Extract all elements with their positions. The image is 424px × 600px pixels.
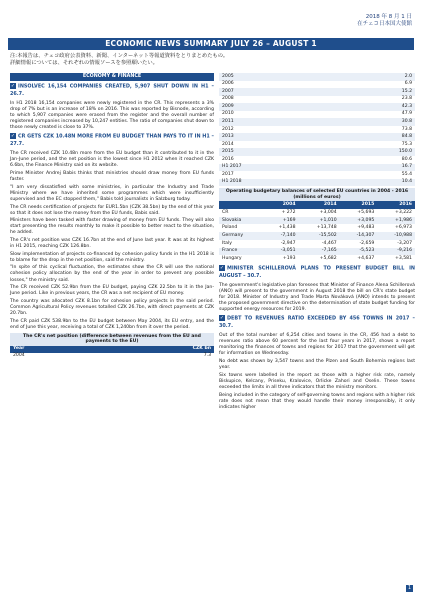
- table-header-cell: Year: [10, 346, 96, 353]
- subheading-text: DEBT TO REVENUES RATIO EXCEEDED BY 456 TOWNS IN 2017 – 30.7.: [219, 315, 415, 329]
- table-cell: +3,095: [340, 217, 378, 225]
- checkbox-icon: ✓: [10, 133, 16, 140]
- table-cell: +169: [262, 217, 299, 225]
- table-cell: -14,307: [340, 232, 378, 240]
- table-row: [219, 209, 415, 217]
- table-row: [219, 224, 415, 232]
- right-column: [219, 73, 415, 412]
- table-cell: 2015: [219, 148, 331, 156]
- table-header-cell: CZK bn: [96, 346, 214, 353]
- table-cell: Poland: [219, 224, 262, 232]
- table-cell: -5,523: [340, 248, 378, 256]
- table-header-cell: 2004: [262, 201, 299, 209]
- table-cell: +3,222: [377, 209, 415, 217]
- table-cell: 7.3: [96, 353, 214, 360]
- paragraph: The government's legislative plan foresees that Minister of Finance Alena Schillerová (ANO) will present to the government in August 2018 the bill on CR's state budget for 2018. Minister of Industry and Trade Marta Nováková (ANO) intends to present the proposed government directive on the determination of state budget funding for supported energy resources for 2019.: [219, 282, 415, 313]
- table-cell: 2007: [219, 88, 331, 96]
- table-cell: 2013: [219, 133, 331, 141]
- table-row: [219, 88, 415, 96]
- table-cell: +5,693: [340, 209, 378, 217]
- table-header-cell: 2014: [299, 201, 340, 209]
- banner-title: ECONOMIC NEWS SUMMARY JULY 26 – AUGUST 1: [8, 38, 414, 50]
- paragraph: Out of the total number of 6,254 cities and towns in the CR, 456 had a debt to revenues ratio above 60 percent for the last four years in 2017, shows a report monitoring the finances of towns and regions for 2017 that the government will get for information on Wednesday.: [219, 333, 415, 357]
- table-cell: -7,165: [299, 248, 340, 256]
- paragraph: Slow implementation of projects co-financed by cohesion policy funds in the H1 2018 is to blame for the drop in the net position, said the ministry.: [10, 251, 214, 263]
- table-cell: -3,051: [262, 248, 299, 256]
- table-cell: 73.8: [331, 126, 415, 134]
- table-cell: 30.8: [331, 118, 415, 126]
- section-title: ECONOMY & FINANCE: [10, 73, 214, 81]
- table-cell: 150.0: [331, 148, 415, 156]
- table-row: [219, 118, 415, 126]
- paragraph: Six towns were labelled in the report as those with a higher risk rate, namely Biskupice, Kelcany, Priseku, Kralovice, Orlicke Zahori and Oselin. These towns exceeded the limits in all three indicators that the ministry monitors.: [219, 372, 415, 390]
- table-cell: +193: [262, 255, 299, 263]
- table-row: [219, 255, 415, 263]
- table-row: [219, 179, 415, 187]
- table-cell: Hungary: [219, 255, 262, 263]
- table-header-cell: [219, 201, 262, 209]
- table-cell: + 272: [262, 209, 299, 217]
- table-cell: -15,502: [299, 232, 340, 240]
- table-cell: 2004: [10, 353, 96, 360]
- table-cell: 16.7: [331, 164, 415, 172]
- paragraph: Ministers have been tasked with faster drawing of money from EU funds. They will also start presenting the results monthly to make it possible to better react to the situation, he added.: [10, 218, 214, 236]
- subheading-text: INSOLVEC 16,154 COMPANIES CREATED, 5,907 SHUT DOWN IN H1 – 26.7.: [10, 83, 214, 97]
- table-cell: +1,986: [377, 217, 415, 225]
- table-cell: 80.6: [331, 156, 415, 164]
- table-cell: 2014: [219, 141, 331, 149]
- table-cell: 2010: [219, 111, 331, 119]
- table-cell: +3,004: [299, 209, 340, 217]
- table-row: [219, 248, 415, 256]
- table-cell: +6,973: [377, 224, 415, 232]
- table-header-cell: 2016: [377, 201, 415, 209]
- table-cell: +1,010: [299, 217, 340, 225]
- table-row: [219, 96, 415, 104]
- table-cell: -7,140: [262, 232, 299, 240]
- table-cell: 10.4: [331, 179, 415, 187]
- table-row: [219, 217, 415, 225]
- table-row: [219, 73, 415, 81]
- table-cell: 2016: [219, 156, 331, 164]
- subheading-budget-bill: [219, 265, 415, 280]
- header-date-block: [357, 14, 412, 28]
- net-position-table: [10, 346, 214, 359]
- net-position-table-title: The CR's net position (difference between revenues from the EU and payments to the EU): [10, 333, 214, 346]
- table-cell: -3,207: [377, 240, 415, 248]
- table-cell: 2012: [219, 126, 331, 134]
- table-row: [219, 232, 415, 240]
- table-cell: 75.3: [331, 141, 415, 149]
- table-row: [219, 164, 415, 172]
- table-cell: 84.8: [331, 133, 415, 141]
- table-header-cell: 2015: [340, 201, 378, 209]
- table-cell: -10,988: [377, 232, 415, 240]
- paragraph: "In spite of this cyclical fluctuation, the estimates show the CR will use the national cohesion policy allocation by the end of the year in order to prevent any possible losses," the ministry said.: [10, 265, 214, 283]
- table-cell: 47.9: [331, 111, 415, 119]
- paragraph: Being included in the category of self-governing towns and regions with a higher risk rate does not mean that they would handle their money irresponsibly, it only indicates higher: [219, 392, 415, 410]
- paragraph: The country was allocated CZK 8.1bn for cohesion policy projects in the said period. Common Agricultural Policy revenues totalled CZK 26.7bn, with direct payments at CZK 20.7bn.: [10, 298, 214, 317]
- paragraph: The CR received CZK 10.48n more from the EU budget than it contributed to it in the Jan-June period, and the net position is the lowest since H1 2012 when it reached CZK 6.6bn, the Finance Ministry said on its website.: [10, 151, 214, 169]
- table-row: [10, 353, 214, 360]
- table-cell: 2.0: [331, 73, 415, 81]
- publisher: 在チェコ日本国大使館: [357, 21, 412, 27]
- table-row: [219, 103, 415, 111]
- paragraph: The CR received CZK 52.9bn from the EU budget, paying CZK 22.5bn to it in the Jan-June period. Like in previous years, the CR was a net recipient of EU money.: [10, 285, 214, 297]
- table-header-row: [219, 201, 415, 209]
- table-cell: +1,438: [262, 224, 299, 232]
- table-row: [219, 126, 415, 134]
- subheading-companies: [10, 83, 214, 98]
- table-row: [219, 171, 415, 179]
- table-cell: +9,483: [340, 224, 378, 232]
- table-cell: 23.8: [331, 96, 415, 104]
- notice-text: 注:本報告は、チェコ政府公表資料、新聞、インターネット等報道資料をとりまとめたもの。詳細情報については、それぞれの情報ソースを参照願いたい。: [10, 53, 229, 67]
- table-header-row: [10, 346, 214, 353]
- table-cell: -9,216: [377, 248, 415, 256]
- subheading-text: CR GETS CZK 10.48N MORE FROM EU BUDGET THAN PAYS TO IT IN H1 – 27.7.: [10, 133, 214, 148]
- table-cell: 6.9: [331, 81, 415, 89]
- table-cell: -2,947: [262, 240, 299, 248]
- paragraph: "I am very dissatisfied with some ministries, in particular the Industry and Trade Ministry where we have inherited some programmes which were insufficiently supervised and the EC stopped them," Babis told journalists in Salzburg today.: [10, 184, 214, 202]
- page-number: 1: [407, 586, 412, 591]
- table-cell: Italy: [219, 240, 262, 248]
- checkbox-icon: ✓: [219, 315, 225, 322]
- table-cell: -2,659: [340, 240, 378, 248]
- table-cell: 55.4: [331, 171, 415, 179]
- table-cell: +4,637: [340, 255, 378, 263]
- table-cell: Germany: [219, 232, 262, 240]
- subheading-text: MINISTER SCHILLEROVÁ PLANS TO PRESENT BUDGET BILL IN AUGUST – 30.7.: [219, 265, 415, 279]
- table-row: [219, 111, 415, 119]
- left-column: [10, 73, 214, 359]
- checkbox-icon: ✓: [10, 83, 16, 89]
- subheading-debt-ratio: [219, 315, 415, 330]
- table-cell: 42.3: [331, 103, 415, 111]
- net-position-table-continued: [219, 73, 415, 186]
- table-cell: 2017: [219, 171, 331, 179]
- paragraph: The CR paid CZK 538.9bn to the EU budget between May 2004, its EU entry, and the end of June this year, receiving a total of CZK 1,240bn from it over the period.: [10, 318, 214, 330]
- table-cell: 15.2: [331, 88, 415, 96]
- budget-table-title: Operating budgetary balances of selected EU countries in 2004 - 2016 (millions of euros): [219, 188, 415, 201]
- table-row: [219, 156, 415, 164]
- table-cell: 2006: [219, 81, 331, 89]
- budget-balances-table: [219, 201, 415, 263]
- table-cell: Slovakia: [219, 217, 262, 225]
- table-cell: CR: [219, 209, 262, 217]
- paragraph: In H1 2018 16,154 companies were newly registered in the CR. This represents a 3% drop of 7% but is an increase of 18% on 2016. This was reported by Bisnode, according to which 5,907 companies were erased from the register and the overall number of registered companies increased by 10,247 entities. The ratio of companies shut down to those newly created is close to 37%.: [10, 100, 214, 131]
- paragraph: The CR's net position was CZK 16.7bn at the end of June last year. It was at its highest in H1 2015, reaching CZK 126.8bn.: [10, 238, 214, 250]
- table-cell: France: [219, 248, 262, 256]
- table-cell: 2011: [219, 118, 331, 126]
- table-cell: H1 2017: [219, 164, 331, 172]
- table-cell: 2008: [219, 96, 331, 104]
- table-row: [219, 148, 415, 156]
- table-row: [219, 133, 415, 141]
- table-row: [219, 141, 415, 149]
- table-row: [219, 240, 415, 248]
- paragraph: No debt was shown by 3,547 towns and the Plzen and South Bohemia regions last year.: [219, 359, 415, 371]
- checkbox-icon: ✓: [219, 264, 225, 271]
- table-cell: +13,748: [299, 224, 340, 232]
- table-cell: +5,682: [299, 255, 340, 263]
- table-cell: +3,581: [377, 255, 415, 263]
- subheading-eu-budget: [10, 133, 214, 148]
- paragraph: The CR needs certification of projects for EUR1.5bn (CZK 38.5bn) by the end of this year so that it does not lose the money from the EU funds, Babis said.: [10, 204, 214, 216]
- paragraph: Prime Minister Andrej Babis thinks that ministries should draw money from EU funds faster.: [10, 171, 214, 183]
- table-cell: -4,467: [299, 240, 340, 248]
- table-row: [219, 81, 415, 89]
- issue-date: 2018 年 8 月 1 日: [365, 14, 412, 20]
- table-cell: 2005: [219, 73, 331, 81]
- table-cell: 2009: [219, 103, 331, 111]
- table-cell: H1 2018: [219, 179, 331, 187]
